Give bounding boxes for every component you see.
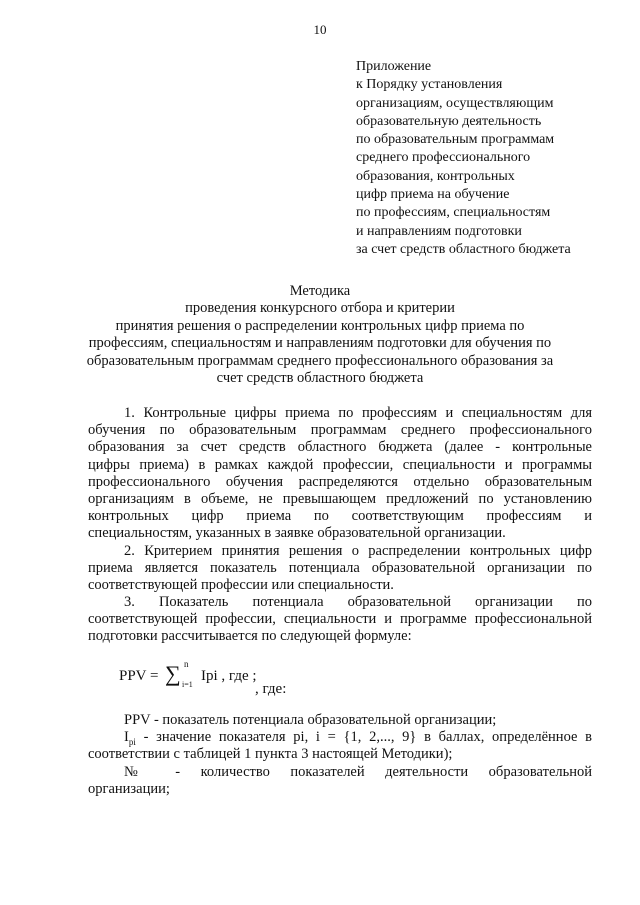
paragraph-line: 1. Контрольные цифры приема по профессиям и специальностям для — [124, 405, 592, 421]
definition-count-cont: организации; — [88, 780, 170, 797]
page-number: 10 — [313, 22, 327, 37]
formula-term: Ipi , где ; — [201, 668, 257, 684]
paragraph-line: контрольных цифр приема по соответствующим профессиям и — [88, 508, 592, 525]
title-line: образовательным программам среднего профессионального образования за — [86, 352, 554, 369]
title-line: счет средств областного бюджета — [216, 370, 424, 387]
title-line: проведения конкурсного отбора и критерии — [185, 300, 455, 317]
paragraph-line: обучения по образовательным программам среднего профессионального — [88, 422, 592, 439]
paragraph-line: приема является показатель потенциала образовательной организации по — [88, 559, 592, 576]
sum-lower-limit: i=1 — [182, 680, 193, 689]
title-line: принятия решения о распределении контрольных цифр приема по — [115, 317, 525, 334]
paragraph-line: соответствующей профессии или специальности. — [88, 576, 394, 593]
definition-ipi — [88, 729, 592, 746]
sum-upper-limit: n — [184, 659, 189, 669]
document-body — [88, 405, 592, 646]
sum-symbol: ∑ — [165, 661, 181, 686]
appendix-line: по образовательным программам — [356, 132, 555, 148]
title-line: Методика — [289, 283, 351, 299]
appendix-line: цифр приема на обучение — [356, 187, 510, 203]
paragraph-3 — [88, 594, 592, 646]
paragraph-line: организациям в объеме, не превышающем предложений по установлению — [88, 490, 592, 507]
appendix-line: организациям, осуществляющим — [356, 95, 554, 111]
paragraph-1 — [88, 405, 592, 543]
title-line: профессиям, специальностям и направлениям подготовки для обучения по — [88, 335, 552, 352]
appendix-line: среднего профессионального — [356, 150, 531, 166]
appendix-line: за счет средств областного бюджета — [356, 241, 571, 257]
paragraph-line: цифры приема) в рамках каждой профессии, специальности и программы — [88, 456, 592, 473]
paragraph-line: 2. Критерием принятия решения о распределении контрольных цифр — [124, 542, 592, 559]
paragraph-line: соответствующей профессии, специальности и программе профессиональной — [88, 611, 592, 628]
paragraph-line: 3. Показатель потенциала образовательной организации по — [124, 594, 592, 611]
appendix-line: Приложение — [356, 59, 432, 74]
paragraph-line: профессионального обучения распределяются отдельно образовательным — [88, 473, 592, 490]
appendix-line: образовательную деятельность — [356, 113, 542, 129]
definition-count: № - количество показателей деятельности образовательной — [124, 763, 592, 780]
appendix-line: образования, контрольных — [356, 168, 515, 184]
definitions — [88, 712, 592, 798]
appendix-line: по профессиям, специальностям — [356, 205, 551, 221]
definition-ipi-cont: соответствии с таблицей 1 пункта 3 настоящей Методики); — [88, 746, 453, 763]
paragraph-line: подготовки рассчитывается по следующей формуле: — [88, 628, 412, 645]
formula-lhs: PPV = — [119, 668, 159, 684]
appendix-line: и направлениям подготовки — [356, 223, 522, 239]
paragraph-line: образования за счет средств областного бюджета (далее - контрольные — [88, 439, 592, 456]
appendix-line: к Порядку установления — [356, 77, 503, 93]
appendix-block — [356, 58, 571, 259]
ipi-symbol: I — [124, 729, 129, 746]
formula-trailing-text: , где: — [255, 681, 287, 697]
document-title — [0, 283, 640, 387]
ipi-text: - значение показателя pi, i = {1, 2,..., 9} в баллах, определённое в — [135, 729, 592, 746]
ipi-subscript: pi — [128, 737, 136, 748]
formula — [119, 659, 319, 705]
paragraph-line: специальностям, указанных в заявке образовательной организации. — [88, 525, 506, 542]
paragraph-2 — [88, 543, 592, 595]
definition-ppv: PPV - показатель потенциала образовательной организации; — [124, 712, 497, 728]
